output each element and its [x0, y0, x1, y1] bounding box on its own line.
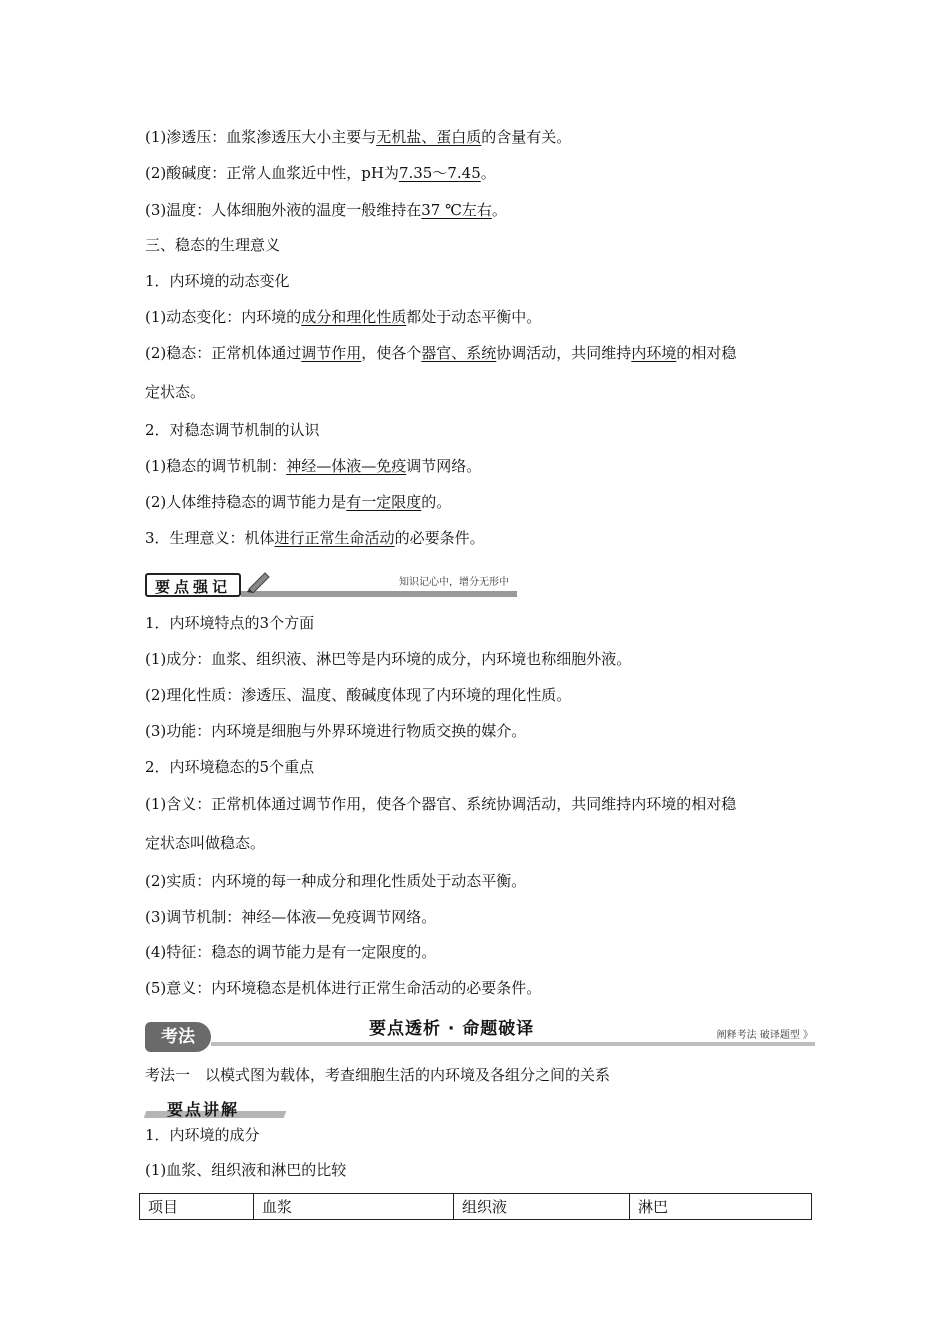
list-item	[145, 343, 736, 363]
text: 的必要条件。	[394, 529, 485, 547]
table-header-cell: 淋巴	[630, 1194, 812, 1220]
underlined-answer: 成分和理化性质	[301, 308, 407, 326]
text: ，使各个	[361, 344, 422, 362]
underlined-answer: 调节作用	[301, 344, 362, 362]
temperature-line	[145, 200, 507, 220]
subhead-banner	[145, 1097, 285, 1119]
text: 都处于动态平衡中。	[406, 308, 542, 326]
section-heading: 三、稳态的生理意义	[145, 236, 281, 254]
table-header-cell: 组织液	[454, 1194, 630, 1220]
exam-method-title: 考法一 以模式图为载体，考查细胞生活的内环境及各组分之间的关系	[145, 1066, 611, 1084]
text: 的。	[421, 493, 452, 511]
key-point: 2．内环境稳态的5个重点	[145, 758, 315, 776]
text: (1)稳态的调节机制：	[145, 457, 287, 475]
underlined-answer: 进行正常生命活动	[274, 529, 395, 547]
list-item	[145, 492, 451, 512]
exam-point: 1．内环境的成分	[145, 1126, 260, 1144]
text: 3．生理意义：机体	[145, 529, 275, 547]
text: (3)温度：人体细胞外液的温度一般维持在	[145, 201, 422, 219]
underlined-answer: 器官、系统	[421, 344, 497, 362]
exam-badge: 考法	[145, 1022, 211, 1052]
underlined-answer: 有一定限度	[346, 493, 422, 511]
underlined-answer: 内环境	[631, 344, 677, 362]
list-item	[145, 307, 541, 327]
key-point: (1)含义：正常机体通过调节作用，使各个器官、系统协调活动，共同维持内环境的相对稳	[145, 795, 737, 813]
text: 协调活动，共同维持	[496, 344, 632, 362]
key-point: (3)调节机制：神经—体液—免疫调节网络。	[145, 908, 437, 926]
text: (1)渗透压：血浆渗透压大小主要与	[145, 128, 377, 146]
key-point: (4)特征：稳态的调节能力是有一定限度的。	[145, 943, 437, 961]
text: (1)动态变化：内环境的	[145, 308, 302, 326]
key-points-banner	[145, 569, 517, 601]
banner-rule	[241, 591, 517, 597]
underlined-answer: 37 ℃左右	[421, 201, 492, 219]
list-item: 1．内环境的动态变化	[145, 272, 290, 290]
key-point: (3)功能：内环境是细胞与外界环境进行物质交换的媒介。	[145, 722, 527, 740]
table-header-cell: 血浆	[254, 1194, 454, 1220]
exam-banner	[145, 1012, 815, 1056]
key-point: (2)实质：内环境的每一种成分和理化性质处于动态平衡。	[145, 872, 527, 890]
text: (2)人体维持稳态的调节能力是	[145, 493, 347, 511]
list-item	[145, 528, 485, 548]
banner-subtitle: 阐释考法 破译题型 》	[716, 1030, 813, 1041]
text: (2)稳态：正常机体通过	[145, 344, 302, 362]
underlined-answer: 无机盐、蛋白质	[376, 128, 482, 146]
key-point: 1．内环境特点的3个方面	[145, 614, 315, 632]
comparison-table	[139, 1193, 812, 1220]
table-header-row	[140, 1194, 812, 1220]
key-point: (2)理化性质：渗透压、温度、酸碱度体现了内环境的理化性质。	[145, 686, 572, 704]
list-item: 2．对稳态调节机制的认识	[145, 421, 320, 439]
ph-line	[145, 163, 496, 183]
exam-point: (1)血浆、组织液和淋巴的比较	[145, 1161, 347, 1179]
table-header-cell: 项目	[140, 1194, 254, 1220]
banner-title: 要点透析 · 命题破译	[369, 1019, 535, 1039]
text: 调节网络。	[406, 457, 482, 475]
banner-tag: 要点强记	[145, 573, 241, 597]
banner-rule	[211, 1042, 815, 1046]
list-item	[145, 456, 481, 476]
subhead-text: 要点讲解	[167, 1100, 240, 1119]
osmotic-pressure-line	[145, 127, 571, 147]
list-item-continuation: 定状态。	[145, 383, 206, 401]
key-point: (5)意义：内环境稳态是机体进行正常生命活动的必要条件。	[145, 979, 542, 997]
underlined-answer: 神经—体液—免疫	[286, 457, 407, 475]
key-point: (1)成分：血浆、组织液、淋巴等是内环境的成分，内环境也称细胞外液。	[145, 650, 632, 668]
text: 。	[480, 164, 496, 182]
key-point-continuation: 定状态叫做稳态。	[145, 834, 266, 852]
text: 。	[491, 201, 507, 219]
text: 的含量有关。	[481, 128, 572, 146]
banner-slogan: 知识记心中，增分无形中	[399, 577, 509, 588]
text: (2)酸碱度：正常人血浆近中性，pH为	[145, 164, 399, 182]
text: 的相对稳	[676, 344, 737, 362]
pencil-icon	[245, 569, 271, 593]
underlined-answer: 7.35～7.45	[398, 164, 481, 182]
